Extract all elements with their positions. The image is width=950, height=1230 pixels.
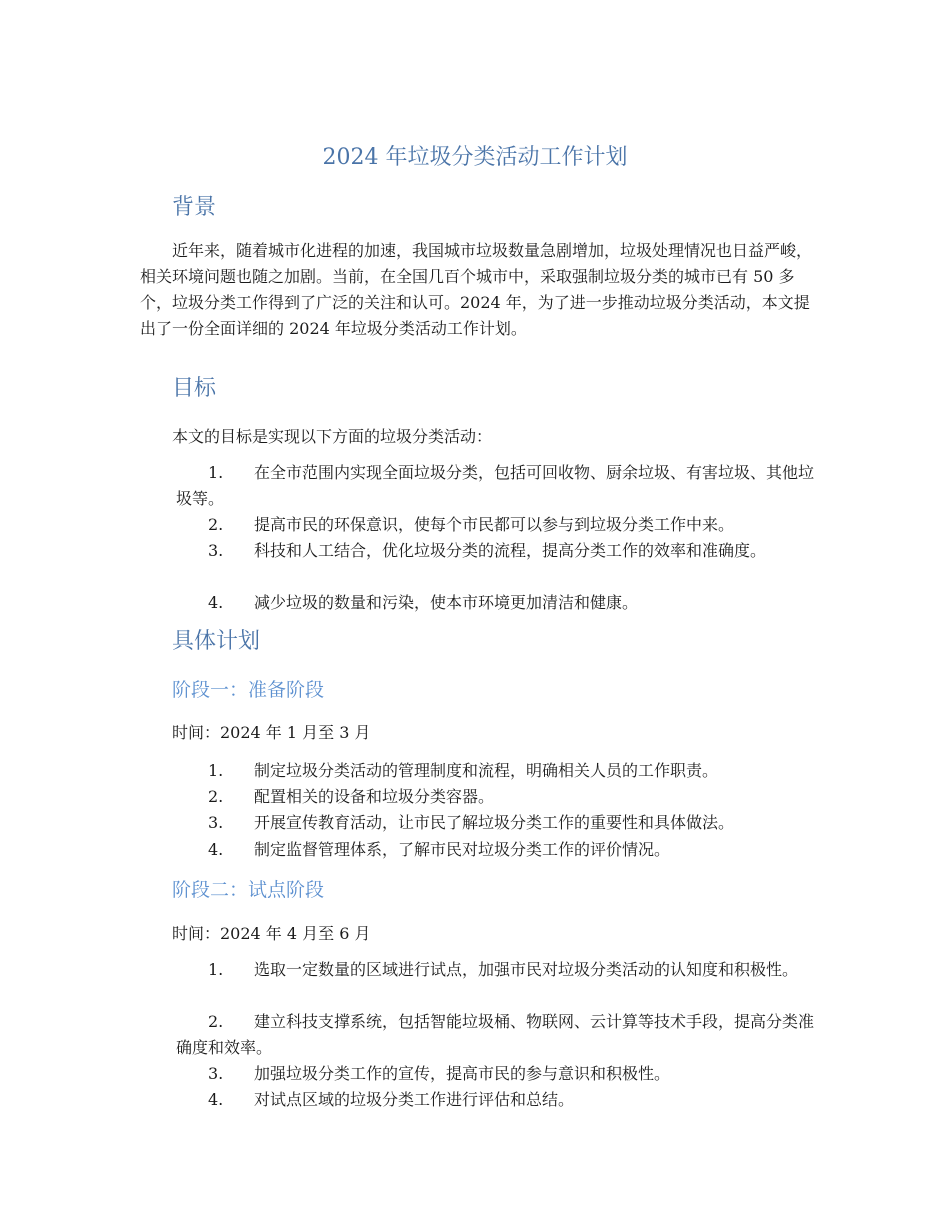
heading-stage2: 阶段二：试点阶段 <box>172 879 325 901</box>
goal-item <box>176 512 816 538</box>
list-text: 科技和人工结合，优化垃圾分类的流程，提高分类工作的效率和准确度。 <box>254 541 767 560</box>
goal-item <box>176 590 816 616</box>
heading-plan: 具体计划 <box>172 629 261 654</box>
list-text: 制定垃圾分类活动的管理制度和流程，明确相关人员的工作职责。 <box>254 761 719 780</box>
stage1-item <box>176 810 816 836</box>
stage1-item <box>176 758 816 784</box>
stage1-item <box>176 837 816 863</box>
list-number: 3. <box>208 541 224 560</box>
document-title: 2024 年垃圾分类活动工作计划 <box>322 145 628 170</box>
stage2-item <box>176 1061 816 1087</box>
list-text: 制定监督管理体系，了解市民对垃圾分类工作的评价情况。 <box>254 840 671 859</box>
list-number: 3. <box>208 1064 224 1083</box>
list-number: 1. <box>208 463 224 482</box>
heading-stage1: 阶段一：准备阶段 <box>172 679 325 701</box>
list-text: 减少垃圾的数量和污染，使本市环境更加清洁和健康。 <box>254 593 639 612</box>
list-number: 1. <box>208 761 224 780</box>
list-text: 提高市民的环保意识，使每个市民都可以参与到垃圾分类工作中来。 <box>254 515 735 534</box>
list-number: 2. <box>208 787 224 806</box>
stage2-item <box>176 1087 816 1113</box>
list-text: 开展宣传教育活动，让市民了解垃圾分类工作的重要性和具体做法。 <box>254 813 735 832</box>
stage2-time: 时间：2024 年 4 月至 6 月 <box>172 924 371 943</box>
goal-item <box>176 460 816 512</box>
heading-background: 背景 <box>172 195 217 220</box>
stage1-time: 时间：2024 年 1 月至 3 月 <box>172 723 371 742</box>
list-number: 2. <box>208 1012 224 1031</box>
list-number: 4. <box>208 840 224 859</box>
goals-intro: 本文的目标是实现以下方面的垃圾分类活动： <box>172 427 493 446</box>
list-text: 配置相关的设备和垃圾分类容器。 <box>254 787 495 806</box>
list-text: 在全市范围内实现全面垃圾分类，包括可回收物、厨余垃圾、有害垃圾、其他垃圾等。 <box>176 463 815 508</box>
list-number: 4. <box>208 593 224 612</box>
list-number: 4. <box>208 1090 224 1109</box>
stage1-item <box>176 784 816 810</box>
list-number: 3. <box>208 813 224 832</box>
goal-item <box>176 538 816 564</box>
list-text: 加强垃圾分类工作的宣传，提高市民的参与意识和积极性。 <box>254 1064 671 1083</box>
list-text: 建立科技支撑系统，包括智能垃圾桶、物联网、云计算等技术手段，提高分类准确度和效率。 <box>176 1012 815 1057</box>
background-paragraph: 近年来，随着城市化进程的加速，我国城市垃圾数量急剧增加，垃圾处理情况也日益严峻，相关环境问题也随之加剧。当前，在全国几百个城市中，采取强制垃圾分类的城市已有 50 多个，垃圾分类工作得到了广泛的关注和认可。2024 年，为了进一步推动垃圾分类活动，本文提出了一份全面详细的 2024 年垃圾分类活动工作计划。 <box>140 241 813 338</box>
list-number: 1. <box>208 960 224 979</box>
stage2-item <box>176 957 816 983</box>
list-number: 2. <box>208 515 224 534</box>
heading-goals: 目标 <box>172 376 217 401</box>
stage2-item <box>176 1009 816 1061</box>
list-text: 对试点区域的垃圾分类工作进行评估和总结。 <box>254 1090 575 1109</box>
list-text: 选取一定数量的区域进行试点，加强市民对垃圾分类活动的认知度和积极性。 <box>254 960 799 979</box>
